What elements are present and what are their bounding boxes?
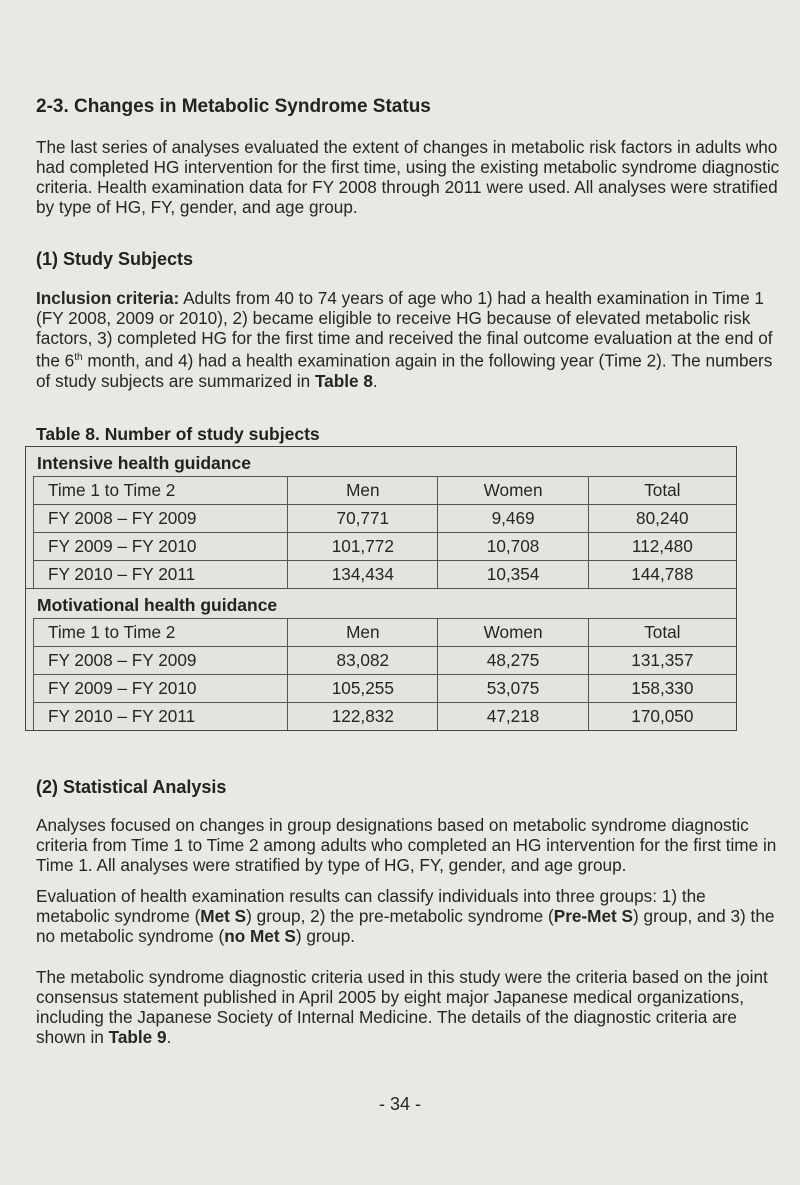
table-row [34,504,736,532]
table-cell: 53,075 [438,675,588,702]
table-cell: 80,240 [636,508,689,528]
header-cell: Women [438,619,588,646]
table-cell: FY 2008 – FY 2009 [34,505,288,532]
table-cell: 158,330 [631,678,694,698]
table-cell: 83,082 [288,647,438,674]
table-cell: FY 2010 – FY 2011 [34,703,288,730]
group-rows [33,618,736,730]
table-8-reference: Table 8 [314,370,373,391]
pre-met-s-term: Pre-Met S [553,906,634,926]
p2-text-c: ) group, and 3) the no metabolic syndrome ( [36,906,775,946]
header-cell: Total [644,622,681,642]
table-row [34,532,736,560]
inclusion-criteria-paragraph [36,288,781,391]
table-cell: 9,469 [438,505,588,532]
table-cell: 47,218 [438,703,588,730]
table-group-intensive [26,447,736,588]
table-caption: Table 8. Number of study subjects [36,424,320,444]
table-cell: 144,788 [631,564,694,584]
table-row [34,674,736,702]
no-met-s-term: no Met S [224,926,296,946]
criteria-text-2: month, and 4) had a health examination again in the following year (Time 2). The numbers of study subjects are summarized in [36,350,773,391]
table-header-row [34,618,736,646]
group-rows [33,476,736,588]
p2-text-a: Evaluation of health examination results can classify individuals into three groups: 1) the metabolic syndrome ( [36,886,706,926]
statistical-analysis-heading: (2) Statistical Analysis [36,777,227,797]
table-row [34,560,736,588]
study-subjects-heading: (1) Study Subjects [36,249,194,269]
section-heading: 2-3. Changes in Metabolic Syndrome Status [36,96,431,117]
header-cell: Time 1 to Time 2 [34,619,288,646]
header-cell: Total [644,480,681,500]
table-cell: 101,772 [288,533,438,560]
criteria-end: . [372,370,378,391]
table-cell: 122,832 [288,703,438,730]
table-cell: 70,771 [288,505,438,532]
header-cell: Women [438,477,588,504]
p2-text-d: ) group. [295,926,356,946]
criteria-superscript: th [74,352,83,363]
table-row [34,646,736,674]
page-number: - 34 - [378,1094,421,1114]
table-cell: 10,708 [438,533,588,560]
criteria-text-1: Adults from 40 to 74 years of age who 1) had a health examination in Time 1 (FY 2008, 2009 or 2010), 2) became eligible to receive HG because of elevated metabolic risk factors, 3) completed HG for the first time and received the final outcome evaluation at the end of the 6 [36,288,773,371]
p3-text-end: . [166,1027,172,1047]
group-title: Intensive health guidance [37,453,251,473]
table-9-reference: Table 9 [108,1027,167,1047]
table-cell: 10,354 [438,561,588,588]
header-cell: Men [288,619,438,646]
table-cell: FY 2010 – FY 2011 [34,561,288,588]
header-cell: Time 1 to Time 2 [34,477,288,504]
table-cell: FY 2009 – FY 2010 [34,533,288,560]
analysis-paragraph-3 [36,967,781,1047]
study-subjects-table [25,446,737,731]
analysis-paragraph-1: Analyses focused on changes in group designations based on metabolic syndrome diagnostic criteria from Time 1 to Time 2 among adults who completed an HG intervention for the first time in Time 1. All analyses were stratified by type of HG, FY, gender, and age group. [36,815,777,875]
intro-paragraph: The last series of analyses evaluated the extent of changes in metabolic risk factors in adults who had completed HG intervention for the first time, using the existing metabolic syndrome diagnostic criteria. Health examination data for FY 2008 through 2011 were used. All analyses were stratified by type of HG, FY, gender, and age group. [36,137,780,217]
table-cell: 170,050 [631,706,694,726]
met-s-term: Met S [200,906,247,926]
table-cell: FY 2008 – FY 2009 [34,647,288,674]
group-title: Motivational health guidance [37,595,278,615]
table-cell: 131,357 [631,650,694,670]
table-cell: 105,255 [288,675,438,702]
header-cell: Men [288,477,438,504]
table-cell: FY 2009 – FY 2010 [34,675,288,702]
p3-text-a: The metabolic syndrome diagnostic criteria used in this study were the criteria based on the joint consensus statement published in April 2005 by eight major Japanese medical organizations, including the Japanese Society of Internal Medicine. The details of the diagnostic criteria are shown in [36,967,768,1047]
table-header-row [34,476,736,504]
p2-text-b: ) group, 2) the pre-metabolic syndrome ( [246,906,554,926]
table-group-motivational [26,588,736,730]
table-cell: 112,480 [631,536,693,556]
analysis-paragraph-2 [36,886,781,946]
table-cell: 48,275 [438,647,588,674]
table-row [34,702,736,730]
criteria-label: Inclusion criteria: [36,288,180,308]
table-cell: 134,434 [288,561,438,588]
